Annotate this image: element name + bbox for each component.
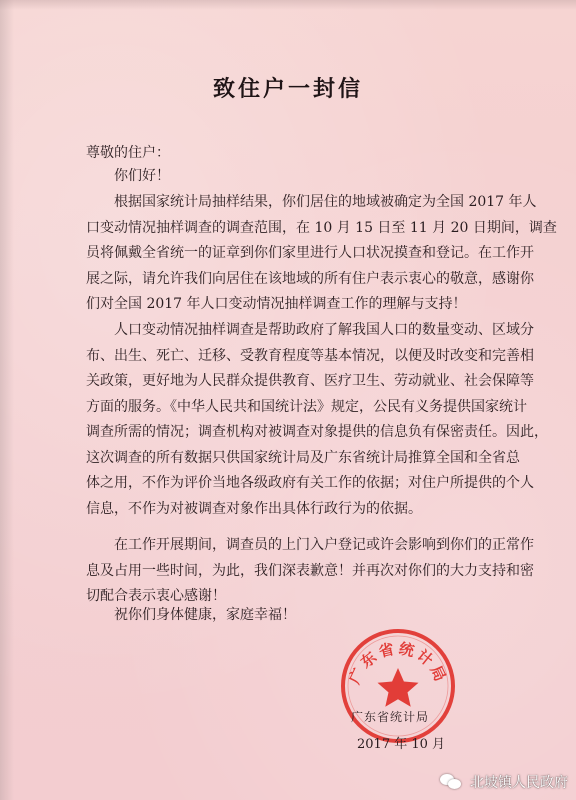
seal-text: 广东省统计局 <box>345 639 451 687</box>
official-seal <box>338 626 458 746</box>
closing-wish: 祝你们身体健康，家庭幸福！ <box>114 607 296 623</box>
paragraph-2-line: 调查所需的情况；调查机构对被调查对象提供的信息负有保密责任。因此， <box>86 424 548 440</box>
salutation: 尊敬的住户： <box>86 145 170 161</box>
paragraph-2-line: 布、出生、死亡、迁移、受教育程度等基本情况，以便及时改变和完善相 <box>86 347 534 364</box>
paragraph-3-line: 在工作开展期间，调查员的上门入户登记或许会影响到你们的正常作 <box>114 537 534 553</box>
paragraph-3-line: 息及占用一些时间，为此，我们深表歉意！并再次对你们的大力支持和密 <box>86 562 534 579</box>
paragraph-3-line: 切配合表示衷心感谢！ <box>86 588 226 604</box>
paragraph-1-line: 们对全国 2017 年人口变动情况抽样调查工作的理解与支持！ <box>86 296 467 312</box>
paragraph-2-line: 关政策，更好地为人民群众提供教育、医疗卫生、劳动就业、社会保障等 <box>86 373 534 389</box>
greeting: 你们好！ <box>114 168 170 184</box>
paragraph-1-line: 口变动情况抽样调查的调查范围，在 10 月 15 日至 11 月 20 日期间，调查 <box>86 219 557 236</box>
paragraph-1-line: 员将佩戴全省统一的证章到你们家里进行人口状况摸查和登记。在工作开 <box>86 245 534 261</box>
signature-date: 2017 年 10 月 <box>357 737 446 752</box>
paragraph-1 <box>86 190 557 318</box>
paragraph-1-line: 展之际，请允许我们向居住在该地域的所有住户表示衷心的敬意，感谢你 <box>86 270 534 287</box>
wechat-icon <box>440 773 464 791</box>
paragraph-2 <box>86 318 548 522</box>
scan-shadow-left <box>0 0 14 800</box>
watermark-text: 北坡镇人民政府 <box>470 775 568 791</box>
paragraph-2-line: 体之用，不作为评价当地各级政府有关工作的依据；对住户所提供的个人 <box>86 475 534 491</box>
paragraph-2-line: 人口变动情况抽样调查是帮助政府了解我国人口的数量变动、区域分 <box>114 322 534 338</box>
scan-shadow-top <box>0 0 576 10</box>
letter-title: 致住户一封信 <box>212 76 363 102</box>
paragraph-2-line: 方面的服务。《中华人民共和国统计法》规定，公民有义务提供国家统计 <box>86 398 527 415</box>
paragraph-3 <box>86 533 534 610</box>
paragraph-2-line: 信息，不作为对被调查对象作出具体行政行为的依据。 <box>86 500 422 517</box>
signature-organization: 广东省统计局 <box>351 710 430 724</box>
paragraph-1-line: 根据国家统计局抽样结果，你们居住的地域被确定为全国 2017 年人 <box>114 194 537 210</box>
source-watermark <box>440 772 568 792</box>
paragraph-2-line: 这次调查的所有数据只供国家统计局及广东省统计局推算全国和全省总 <box>86 449 520 466</box>
seal-star-icon <box>378 668 419 707</box>
